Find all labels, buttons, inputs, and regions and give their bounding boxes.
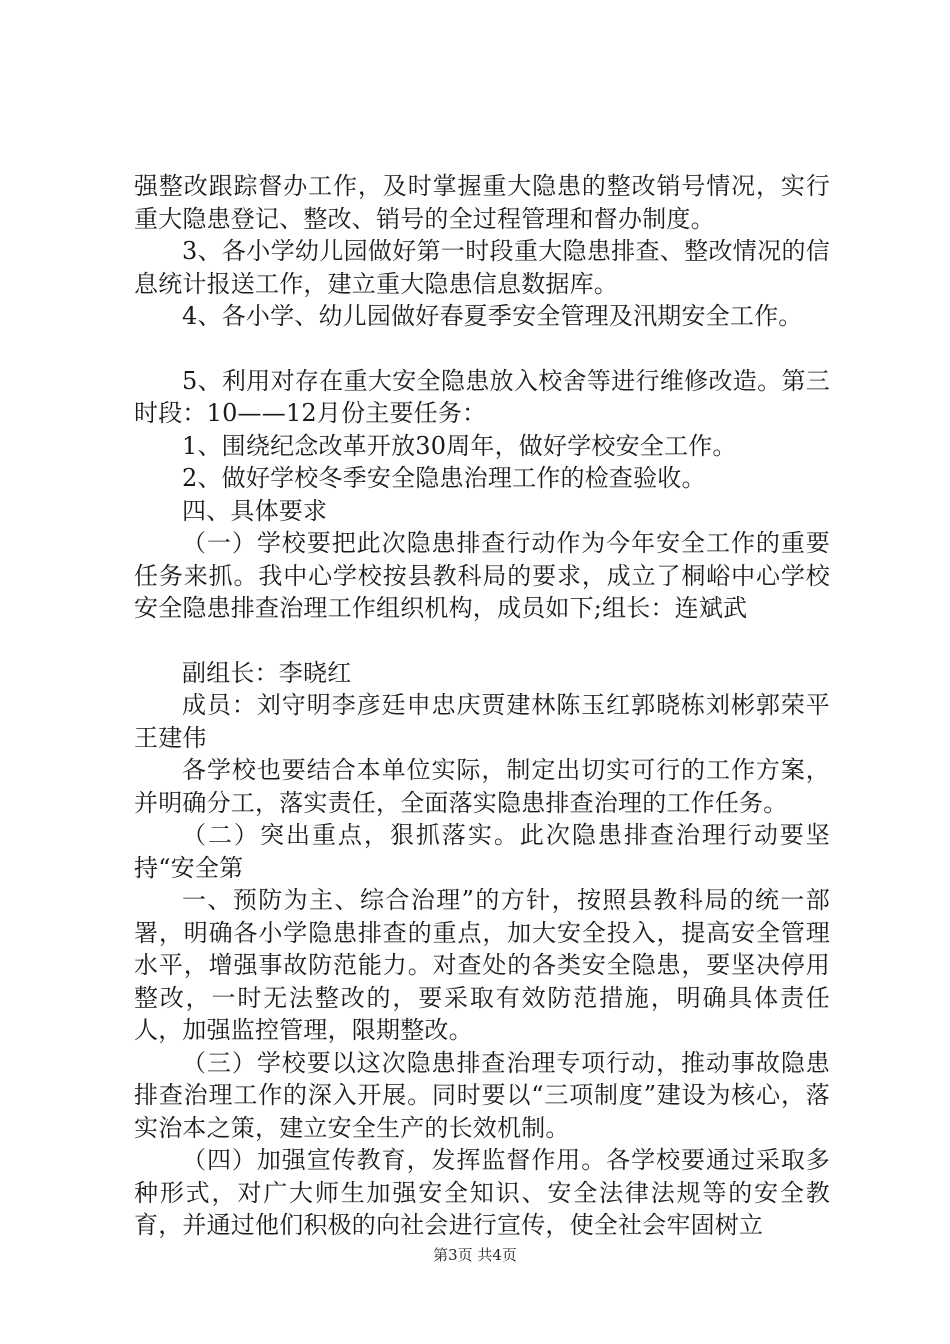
page-number-footer: 第3页 共4页: [433, 1246, 517, 1264]
paragraph-members: 成员：刘守明李彦廷申忠庆贾建林陈玉红郭晓栋刘彬郭荣平王建伟: [134, 691, 830, 752]
paragraph-requirement-3: （三）学校要以这次隐患排查治理专项行动，推动事故隐患排查治理工作的深入开展。同时要以“三项制度”建设为核心，落实治本之策，建立安全生产的长效机制。: [134, 1048, 830, 1142]
paragraph-continuation: 强整改跟踪督办工作，及时掌握重大隐患的整改销号情况，实行重大隐患登记、整改、销号的全过程管理和督办制度。: [134, 172, 830, 233]
paragraph-school-plan: 各学校也要结合本单位实际，制定出切实可行的工作方案，并明确分工，落实责任，全面落实隐患排查治理的工作任务。: [134, 756, 830, 817]
paragraph-requirement-2: （二）突出重点，狠抓落实。此次隐患排查治理行动要坚持“安全第: [134, 821, 830, 882]
paragraph-item-4: 4、各小学、幼儿园做好春夏季安全管理及汛期安全工作。: [182, 302, 803, 330]
paragraph-policy: 一、预防为主、综合治理”的方针，按照县教科局的统一部署，明确各小学隐患排查的重点，加大安全投入，提高安全管理水平，增强事故防范能力。对查处的各类安全隐患，要坚决停用整改，一时无法整改的，要采取有效防范措施，明确具体责任人，加强监控管理，限期整改。: [134, 886, 830, 1044]
paragraph-item-5: 5、利用对存在重大安全隐患放入校舍等进行维修改造。第三时段：10——12月份主要任务：: [134, 366, 830, 427]
paragraph-deputy-leader: 副组长：李晓红: [182, 658, 352, 687]
paragraph-requirement-1: （一）学校要把此次隐患排查行动作为今年安全工作的重要任务来抓。我中心学校按县教科局的要求，成立了桐峪中心学校安全隐患排查治理工作组织机构，成员如下;组长：连斌武: [134, 529, 830, 622]
paragraph-phase3-item-2: 2、做好学校冬季安全隐患治理工作的检查验收。: [182, 464, 706, 492]
paragraph-requirement-4: （四）加强宣传教育，发挥监督作用。各学校要通过采取多种形式，对广大师生加强安全知识、安全法律法规等的安全教育，并通过他们积极的向社会进行宣传，使全社会牢固树立: [134, 1146, 830, 1239]
document-body: [134, 170, 830, 1242]
paragraph-phase3-item-1: 1、围绕纪念改革开放30周年，做好学校安全工作。: [182, 431, 737, 460]
paragraph-item-3: 3、各小学幼儿园做好第一时段重大隐患排查、整改情况的信息统计报送工作，建立重大隐患信息数据库。: [134, 237, 830, 298]
section-heading-requirements: 四、具体要求: [182, 496, 328, 525]
